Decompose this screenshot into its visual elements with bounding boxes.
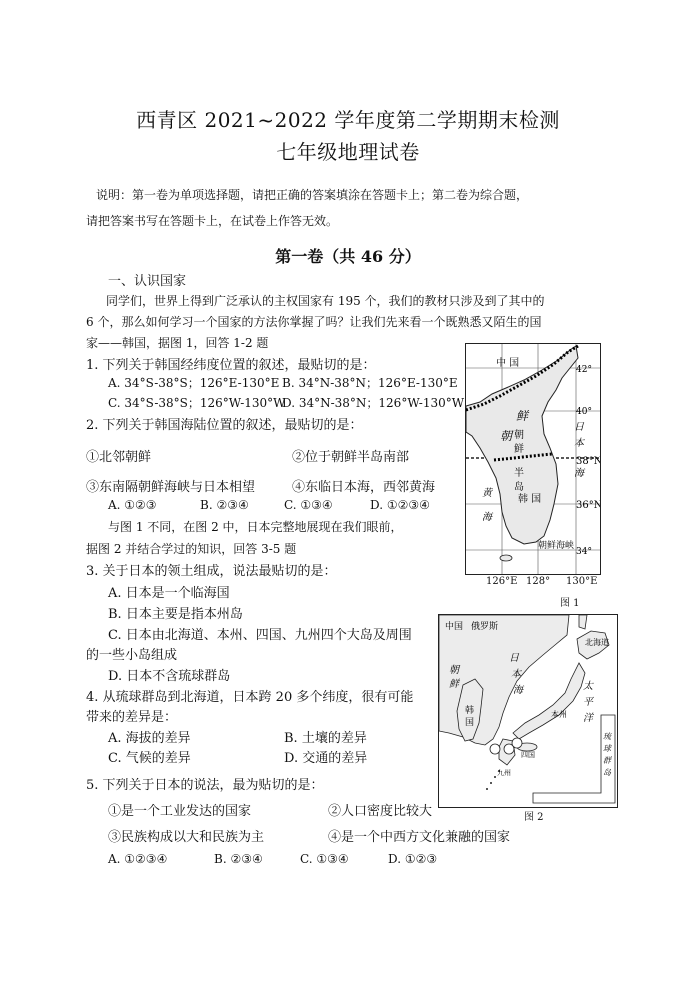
- fig2-label-shikoku: 四国: [521, 751, 535, 759]
- figure-1-map: [465, 343, 601, 575]
- q3-option-c-line1: C. 日本由北海道、本州、四国、九州四个大岛及周围: [108, 628, 412, 643]
- fig2-label-chaoxian-a: 朝: [449, 665, 459, 676]
- q5-statement-4: ④是一个中西方文化兼融的国家: [328, 830, 511, 845]
- fig2-label-hokkaido: 北海道: [585, 638, 609, 647]
- intro-line-1: 同学们，世界上得到广泛承认的主权国家有 195 个，我们的教材只涉及到了其中的: [106, 294, 545, 308]
- q5-option-a: A. ①②③④: [108, 852, 168, 866]
- fig1-label-peninsula-a: 朝: [514, 430, 524, 441]
- q5-option-b: B. ②③④: [214, 852, 263, 866]
- q1-option-b: B. 34°N-38°N；126°E-130°E: [282, 376, 458, 390]
- fig1-label-japansea-b: 本: [574, 438, 584, 449]
- fig2-label-russia: 俄罗斯: [471, 622, 499, 632]
- fig2-label-china: 中国: [445, 622, 464, 632]
- fig2-label-chaoxian-b: 鲜: [449, 679, 459, 690]
- bridge-line-1: 与图 1 不同，在图 2 中，日本完整地展现在我们眼前，: [108, 520, 403, 534]
- q5-statement-1: ①是一个工业发达的国家: [108, 804, 252, 819]
- q5-statement-3: ③民族构成以大和民族为主: [108, 830, 265, 845]
- figure-2-map-drawing: [439, 615, 617, 807]
- fig2-label-korea-b: 国: [465, 718, 475, 728]
- figure-1-map-drawing: [466, 344, 600, 574]
- fig1-label-korea: 韩 国: [518, 494, 542, 505]
- fig2-label-japansea-c: 海: [513, 685, 523, 696]
- q4-option-b: B. 土壤的差异: [284, 731, 367, 746]
- fig2-caption: 图 2: [524, 812, 544, 823]
- fig1-label-japansea-c: 海: [574, 468, 584, 479]
- figure-2-map: [438, 614, 618, 808]
- q3-option-b: B. 日本主要是指本州岛: [108, 607, 243, 622]
- q4-option-d: D. 交通的差异: [284, 751, 368, 766]
- q5-stem: 5. 下列关于日本的说法，最为贴切的是：: [86, 778, 324, 793]
- q3-option-d: D. 日本不含琉球群岛: [108, 669, 231, 684]
- q2-statement-1: ①北邻朝鲜: [86, 450, 152, 465]
- fig2-label-ryukyu-a: 琉: [603, 732, 611, 741]
- instructions-line2: 请把答案书写在答题卡上，在试卷上作答无效。: [86, 214, 339, 228]
- fig1-lat-38: 38°N: [576, 456, 600, 467]
- fig1-lat-42: 42°: [576, 365, 592, 375]
- q4-stem-line2: 带来的差异是：: [86, 710, 178, 725]
- fig1-caption: 图 1: [560, 598, 580, 609]
- part-title: 一、认识国家: [108, 274, 187, 289]
- q4-option-c: C. 气候的差异: [108, 751, 191, 766]
- fig2-label-pacific-b: 平: [583, 697, 593, 708]
- bridge-line-2: 据图 2 并结合学过的知识，回答 3-5 题: [86, 542, 297, 556]
- q1-option-a: A. 34°S-38°S；126°E-130°E: [108, 376, 280, 390]
- fig1-label-yellowsea-a: 黄: [482, 488, 492, 499]
- fig1-label-chaoxian-b: 鲜: [516, 409, 529, 423]
- q2-stem: 2. 下列关于韩国海陆位置的叙述，最贴切的是：: [86, 418, 363, 433]
- q5-statement-2: ②人口密度比较大: [328, 804, 433, 819]
- fig1-lat-36: 36°N: [576, 500, 600, 511]
- fig1-lat-40: 40°: [576, 407, 592, 417]
- q2-statement-3: ③东南隔朝鲜海峡与日本相望: [86, 480, 256, 495]
- fig1-lon-126: 126°E: [486, 576, 518, 587]
- q4-stem-line1: 4. 从琉球群岛到北海道，日本跨 20 多个纬度，很有可能: [86, 690, 414, 705]
- fig2-label-kyushu: 九州: [497, 769, 511, 777]
- fig1-label-peninsula-b: 鲜: [514, 444, 524, 455]
- q1-option-d: D. 34°N-38°N；126°W-130°W: [282, 396, 465, 410]
- fig2-label-japansea-a: 日: [509, 653, 519, 664]
- fig2-label-korea-a: 韩: [465, 706, 475, 716]
- intro-line-2: 6 个，那么如何学习一个国家的方法你掌握了吗？让我们先来看一个既熟悉又陌生的国: [86, 315, 542, 329]
- fig1-label-strait: 朝鲜海峡: [538, 541, 575, 551]
- exam-subtitle: 七年级地理试卷: [276, 140, 420, 164]
- fig2-label-pacific-c: 洋: [583, 713, 593, 724]
- q2-option-d: D. ①②③④: [370, 498, 430, 512]
- q1-option-c: C. 34°S-38°S；126°W-130°W: [108, 396, 286, 410]
- q2-statement-4: ④东临日本海，西邻黄海: [292, 480, 436, 495]
- fig2-label-japansea-b: 本: [511, 669, 521, 680]
- fig1-label-chaoxian-a: 朝: [500, 429, 513, 443]
- fig1-label-japansea-a: 日: [574, 422, 584, 433]
- q3-option-c-line2: 的一些小岛组成: [86, 648, 178, 663]
- intro-line-3: 家——韩国，据图 1，回答 1-2 题: [86, 336, 269, 350]
- fig2-label-ryukyu-c: 群: [603, 756, 611, 765]
- fig2-label-honshu: 本州: [551, 710, 567, 719]
- q1-stem: 1. 下列关于韩国经纬度位置的叙述，最贴切的是：: [86, 358, 376, 373]
- fig2-label-pacific-a: 太: [583, 681, 593, 692]
- q3-option-a: A. 日本是一个临海国: [108, 586, 230, 601]
- fig1-lat-34: 34°: [576, 547, 592, 557]
- section-heading: 第一卷（共 46 分）: [275, 247, 421, 266]
- q2-option-c: C. ①③④: [284, 498, 333, 512]
- q3-stem: 3. 关于日本的领土组成，说法最贴切的是：: [86, 564, 337, 579]
- fig1-label-peninsula-c: 半: [514, 468, 524, 479]
- exam-title: 西青区 2021~2022 学年度第二学期期末检测: [136, 108, 560, 132]
- fig1-label-yellowsea-b: 海: [482, 512, 492, 523]
- q5-option-d: D. ①②③: [388, 852, 438, 866]
- fig2-label-ryukyu-d: 岛: [603, 768, 611, 777]
- q2-option-b: B. ②③④: [200, 498, 249, 512]
- fig1-lon-130: 130°E: [566, 576, 598, 587]
- q2-statement-2: ②位于朝鲜半岛南部: [292, 450, 410, 465]
- instructions-line1: 说明：第一卷为单项选择题，请把正确的答案填涂在答题卡上；第二卷为综合题，: [96, 188, 529, 202]
- fig1-lon-128: 128°: [526, 576, 551, 587]
- fig1-label-peninsula-d: 岛: [514, 482, 524, 493]
- q4-option-a: A. 海拔的差异: [108, 731, 191, 746]
- q2-option-a: A. ①②③: [108, 498, 157, 512]
- q5-option-c: C. ①③④: [300, 852, 349, 866]
- fig1-label-china: 中 国: [496, 358, 520, 369]
- fig2-label-ryukyu-b: 球: [603, 744, 611, 753]
